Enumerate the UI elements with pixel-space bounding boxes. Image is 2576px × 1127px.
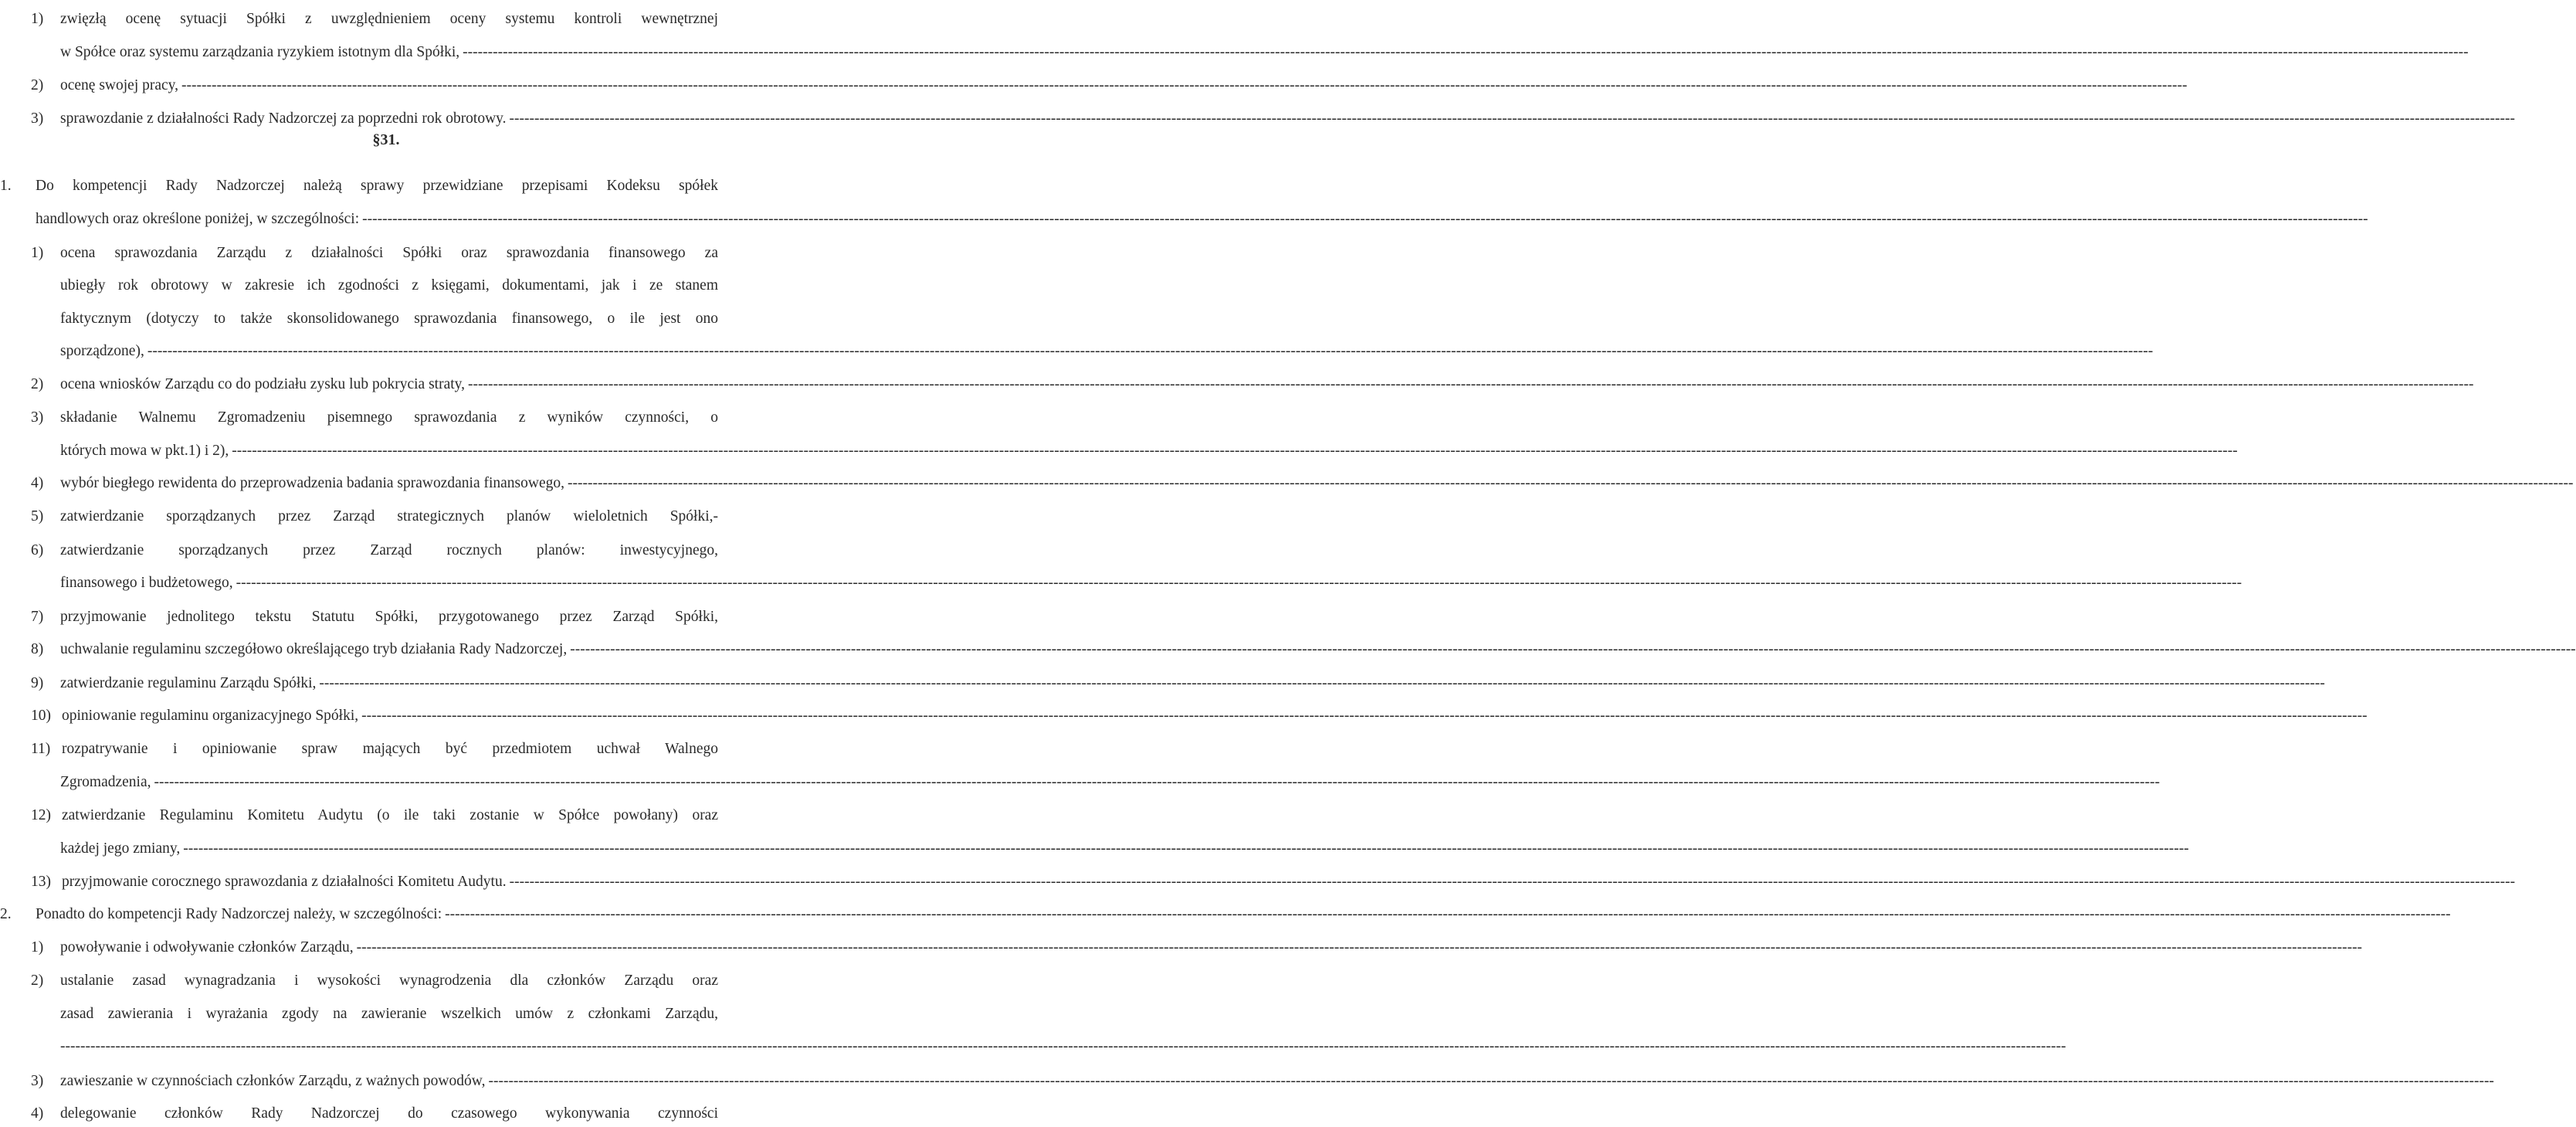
line-words: sporządzone), xyxy=(60,343,144,359)
dash-leader: ---------------------------------------------------------------------------------------------------------------------------------------------------------------------------------------------------------------------------------------------------------------------------------------------------------------------------------------------------------------------------------------------------------------- xyxy=(468,376,2474,392)
document-line xyxy=(0,604,741,630)
line-text: zatwierdzanie Regulaminu Komitetu Audytu (o ile taki zostanie w Spółce powołany) oraz xyxy=(62,807,718,823)
document-line xyxy=(0,538,741,564)
line-words: przyjmowanie corocznego sprawozdania z działalności Komitetu Audytu. xyxy=(62,874,507,890)
line-text xyxy=(36,901,2451,928)
document-line xyxy=(0,769,2160,796)
line-words: sprawozdanie z działalności Rady Nadzorczej za poprzedni rok obrotowy. xyxy=(60,110,507,127)
list-number: 1) xyxy=(31,939,44,956)
document-line xyxy=(0,803,741,829)
line-text xyxy=(60,1034,2066,1060)
list-number: 1) xyxy=(31,11,44,27)
document-line xyxy=(0,1101,741,1127)
list-number: 6) xyxy=(31,542,44,558)
line-text xyxy=(60,338,2154,365)
document-line xyxy=(0,306,741,332)
dash-leader: ---------------------------------------------------------------------------------------------------------------------------------------------------------------------------------------------------------------------------------------------------------------------------------------------------------------------------------------------------------------------------------------------------------------- xyxy=(183,840,2189,857)
list-number: 10) xyxy=(31,708,51,724)
list-number: 2) xyxy=(31,376,44,392)
document-line xyxy=(0,1001,741,1027)
line-text: rozpatrywanie i opiniowanie spraw mających być przedmiotem uchwał Walnego xyxy=(62,741,718,757)
list-number: 3) xyxy=(31,409,44,426)
line-text xyxy=(62,869,2516,895)
line-words: opiniowanie regulaminu organizacyjnego Spółki, xyxy=(62,708,359,724)
line-text: ubiegły rok obrotowy w zakresie ich zgodności z księgami, dokumentami, jak i ze stanem xyxy=(60,277,718,294)
dash-leader: ---------------------------------------------------------------------------------------------------------------------------------------------------------------------------------------------------------------------------------------------------------------------------------------------------------------------------------------------------------------------------------------------------------------- xyxy=(356,939,2363,956)
line-text xyxy=(60,39,2469,66)
dash-leader: ---------------------------------------------------------------------------------------------------------------------------------------------------------------------------------------------------------------------------------------------------------------------------------------------------------------------------------------------------------------------------------------------------------------- xyxy=(236,575,2242,591)
dash-leader: ---------------------------------------------------------------------------------------------------------------------------------------------------------------------------------------------------------------------------------------------------------------------------------------------------------------------------------------------------------------------------------------------------------------- xyxy=(232,443,2238,459)
list-number: 2) xyxy=(31,973,44,989)
document-line xyxy=(0,206,2368,233)
document-line xyxy=(0,570,2242,596)
dash-leader: ---------------------------------------------------------------------------------------------------------------------------------------------------------------------------------------------------------------------------------------------------------------------------------------------------------------------------------------------------------------------------------------------------------------- xyxy=(60,1038,2066,1054)
line-words: których mowa w pkt.1) i 2), xyxy=(60,443,229,459)
list-number: 3) xyxy=(31,110,44,127)
line-text xyxy=(60,670,2325,697)
dash-leader: ---------------------------------------------------------------------------------------------------------------------------------------------------------------------------------------------------------------------------------------------------------------------------------------------------------------------------------------------------------------------------------------------------------------- xyxy=(362,211,2368,227)
dash-leader: ---------------------------------------------------------------------------------------------------------------------------------------------------------------------------------------------------------------------------------------------------------------------------------------------------------------------------------------------------------------------------------------------------------------- xyxy=(488,1073,2494,1089)
line-words: ocenę swojej pracy, xyxy=(60,77,179,93)
line-text xyxy=(60,769,2160,796)
document-line xyxy=(0,470,2574,497)
list-number: 2. xyxy=(0,906,12,922)
document-line xyxy=(0,968,741,994)
list-number: 4) xyxy=(31,1105,44,1122)
list-number: 8) xyxy=(31,641,44,657)
line-text xyxy=(60,935,2363,961)
line-text: zwięzłą ocenę sytuacji Spółki z uwzględnieniem oceny systemu kontroli wewnętrznej xyxy=(60,11,718,27)
document-line xyxy=(0,1068,2494,1095)
line-text: zatwierdzanie sporządzanych przez Zarząd rocznych planów: inwestycyjnego, xyxy=(60,542,718,558)
line-text xyxy=(60,570,2242,596)
list-number: 11) xyxy=(31,741,51,757)
document-line xyxy=(0,73,2188,99)
line-words: handlowych oraz określone poniżej, w szczególności: xyxy=(36,211,360,227)
dash-leader: ---------------------------------------------------------------------------------------------------------------------------------------------------------------------------------------------------------------------------------------------------------------------------------------------------------------------------------------------------------------------------------------------------------------- xyxy=(445,906,2451,922)
line-text xyxy=(36,206,2368,233)
line-text xyxy=(60,470,2574,497)
line-words: ocena wniosków Zarządu co do podziału zysku lub pokrycia straty, xyxy=(60,376,465,392)
dash-leader: ---------------------------------------------------------------------------------------------------------------------------------------------------------------------------------------------------------------------------------------------------------------------------------------------------------------------------------------------------------------------------------------------------------------- xyxy=(509,874,2516,890)
dash-leader: ---------------------------------------------------------------------------------------------------------------------------------------------------------------------------------------------------------------------------------------------------------------------------------------------------------------------------------------------------------------------------------------------------------------- xyxy=(147,343,2154,359)
line-words: zawieszanie w czynnościach członków Zarządu, z ważnych powodów, xyxy=(60,1073,486,1089)
document-line xyxy=(0,240,741,266)
line-text: ustalanie zasad wynagradzania i wysokości wynagrodzenia dla członków Zarządu oraz xyxy=(60,973,718,989)
line-text: ocena sprawozdania Zarządu z działalności Spółki oraz sprawozdania finansowego za xyxy=(60,245,718,261)
document-line xyxy=(0,935,2363,961)
document-line xyxy=(0,703,2368,729)
line-text: zasad zawierania i wyrażania zgody na zawieranie wszelkich umów z członkami Zarządu, xyxy=(60,1006,718,1022)
line-words: Ponadto do kompetencji Rady Nadzorczej należy, w szczególności: xyxy=(36,906,442,922)
section-sign: § xyxy=(372,131,381,148)
document-line xyxy=(0,1034,2066,1060)
line-text xyxy=(60,106,2516,132)
document-line xyxy=(0,106,2516,132)
dash-leader: ---------------------------------------------------------------------------------------------------------------------------------------------------------------------------------------------------------------------------------------------------------------------------------------------------------------------------------------------------------------------------------------------------------------- xyxy=(319,675,2325,691)
line-text xyxy=(60,1068,2494,1095)
line-text xyxy=(60,372,2474,398)
line-text: delegowanie członków Rady Nadzorczej do czasowego wykonywania czynności xyxy=(60,1105,718,1122)
dash-leader: ---------------------------------------------------------------------------------------------------------------------------------------------------------------------------------------------------------------------------------------------------------------------------------------------------------------------------------------------------------------------------------------------------------------- xyxy=(509,110,2516,127)
list-number: 1. xyxy=(0,178,12,194)
dash-leader: ---------------------------------------------------------------------------------------------------------------------------------------------------------------------------------------------------------------------------------------------------------------------------------------------------------------------------------------------------------------------------------------------------------------- xyxy=(361,708,2368,724)
line-text xyxy=(60,636,2576,663)
document-line xyxy=(0,173,741,199)
line-text: zatwierdzanie sporządzanych przez Zarząd strategicznych planów wieloletnich Spółki,- xyxy=(60,508,718,524)
list-number: 2) xyxy=(31,77,44,93)
list-number: 5) xyxy=(31,508,44,524)
line-text xyxy=(60,438,2238,464)
dash-leader: ---------------------------------------------------------------------------------------------------------------------------------------------------------------------------------------------------------------------------------------------------------------------------------------------------------------------------------------------------------------------------------------------------------------- xyxy=(181,77,2188,93)
line-text xyxy=(62,703,2368,729)
line-words: Zgromadzenia, xyxy=(60,774,151,790)
document-line xyxy=(0,636,2576,663)
dash-leader: ---------------------------------------------------------------------------------------------------------------------------------------------------------------------------------------------------------------------------------------------------------------------------------------------------------------------------------------------------------------------------------------------------------------- xyxy=(154,774,2160,790)
list-number: 12) xyxy=(31,807,51,823)
document-line xyxy=(0,273,741,299)
document-line xyxy=(0,836,2189,862)
document-line xyxy=(0,670,2325,697)
list-number: 1) xyxy=(31,245,44,261)
list-number: 9) xyxy=(31,675,44,691)
document-line xyxy=(0,901,2451,928)
line-text: składanie Walnemu Zgromadzeniu pisemnego sprawozdania z wyników czynności, o xyxy=(60,409,718,426)
document-line xyxy=(0,39,2469,66)
document-line xyxy=(0,869,2516,895)
document-line xyxy=(0,438,2238,464)
document-line xyxy=(0,504,741,530)
dash-leader: ---------------------------------------------------------------------------------------------------------------------------------------------------------------------------------------------------------------------------------------------------------------------------------------------------------------------------------------------------------------------------------------------------------------- xyxy=(570,641,2576,657)
list-number: 4) xyxy=(31,475,44,491)
list-number: 3) xyxy=(31,1073,44,1089)
document-line xyxy=(0,736,741,762)
list-number: 7) xyxy=(31,609,44,625)
line-words: powoływanie i odwoływanie członków Zarządu, xyxy=(60,939,354,956)
document-line xyxy=(0,405,741,431)
line-text: Do kompetencji Rady Nadzorczej należą sprawy przewidziane przepisami Kodeksu spółek xyxy=(36,178,718,194)
document-line xyxy=(0,372,2474,398)
document-line xyxy=(0,6,741,32)
line-text: faktycznym (dotyczy to także skonsolidowanego sprawozdania finansowego, o ile jest ono xyxy=(60,311,718,327)
dash-leader: ---------------------------------------------------------------------------------------------------------------------------------------------------------------------------------------------------------------------------------------------------------------------------------------------------------------------------------------------------------------------------------------------------------------- xyxy=(463,44,2469,60)
line-words: wybór biegłego rewidenta do przeprowadzenia badania sprawozdania finansowego, xyxy=(60,475,564,491)
line-words: zatwierdzanie regulaminu Zarządu Spółki, xyxy=(60,675,317,691)
line-text: przyjmowanie jednolitego tekstu Statutu Spółki, przygotowanego przez Zarząd Spółki, xyxy=(60,609,718,625)
list-number: 13) xyxy=(31,874,51,890)
line-words: finansowego i budżetowego, xyxy=(60,575,233,591)
section-number: 31. xyxy=(380,131,400,148)
document-line xyxy=(0,338,2154,365)
line-text xyxy=(60,836,2189,862)
dash-leader: ---------------------------------------------------------------------------------------------------------------------------------------------------------------------------------------------------------------------------------------------------------------------------------------------------------------------------------------------------------------------------------------------------------------- xyxy=(568,475,2574,491)
line-words: każdej jego zmiany, xyxy=(60,840,181,857)
line-words: w Spółce oraz systemu zarządzania ryzykiem istotnym dla Spółki, xyxy=(60,44,460,60)
line-words: uchwalanie regulaminu szczegółowo określającego tryb działania Rady Nadzorczej, xyxy=(60,641,568,657)
line-text xyxy=(60,73,2188,99)
